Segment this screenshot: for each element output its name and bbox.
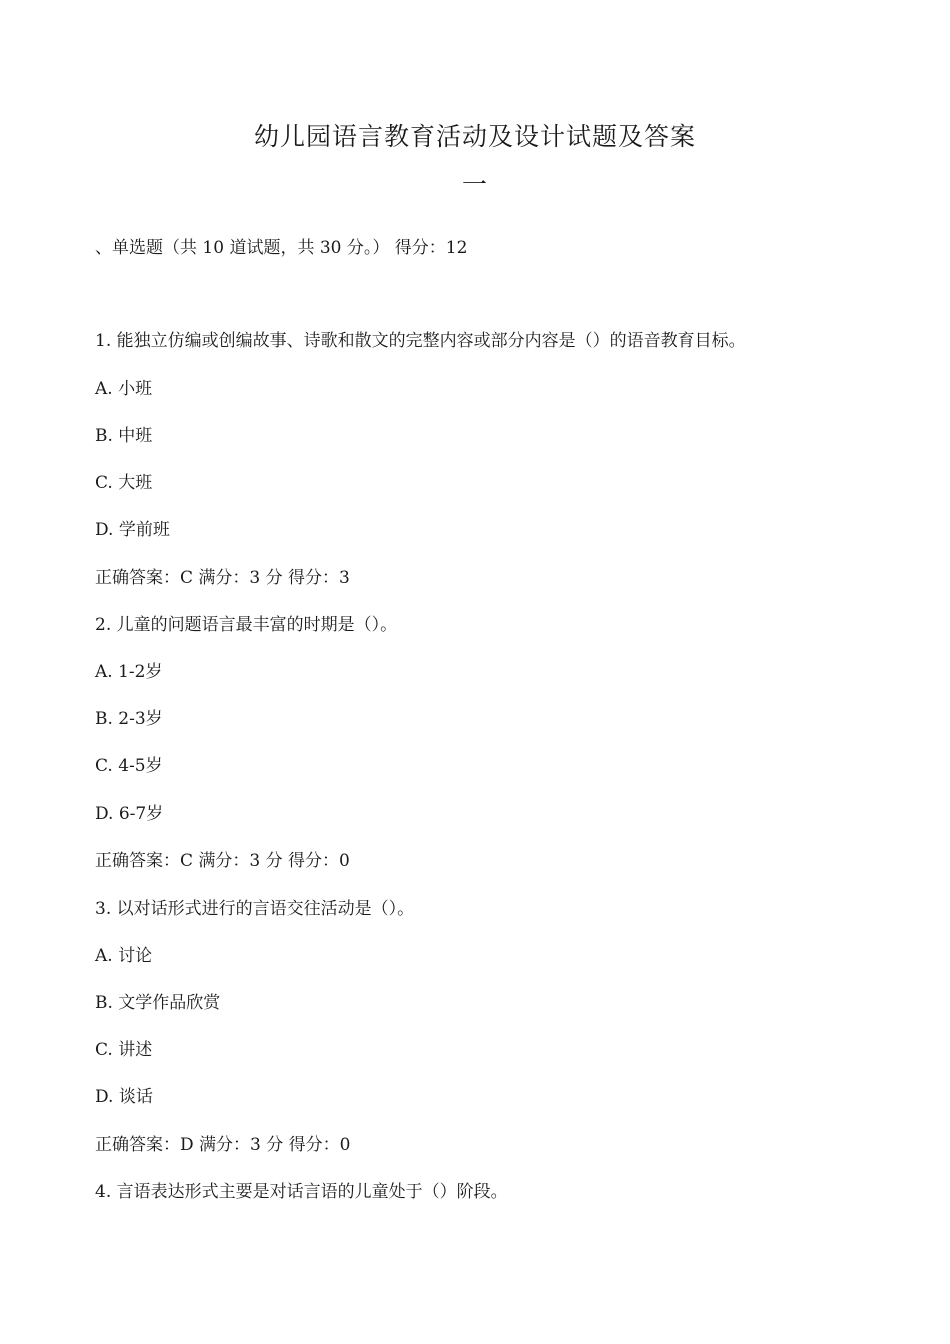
- option-c: C. 4-5岁: [95, 756, 163, 776]
- answer-line: 正确答案：D 满分：3 分 得分：0: [95, 1135, 351, 1155]
- option-a: A. 小班: [95, 379, 153, 399]
- section-header: 、单选题（共 10 道试题，共 30 分。） 得分：12: [95, 238, 468, 258]
- question-stem: 3. 以对话形式进行的言语交往活动是（）。: [95, 899, 415, 919]
- answer-line: 正确答案：C 满分：3 分 得分：0: [95, 851, 350, 871]
- question-stem: 4. 言语表达形式主要是对话言语的儿童处于（）阶段。: [95, 1182, 508, 1202]
- option-d: D. 6-7岁: [95, 804, 164, 824]
- option-c: C. 讲述: [95, 1040, 153, 1060]
- option-d: D. 谈话: [95, 1087, 153, 1107]
- option-a: A. 1-2岁: [95, 662, 163, 682]
- option-b: B. 中班: [95, 426, 153, 446]
- document-title: 幼儿园语言教育活动及设计试题及答案: [253, 122, 696, 151]
- question-stem: 1. 能独立仿编或创编故事、诗歌和散文的完整内容或部分内容是（）的语音教育目标。: [95, 331, 746, 351]
- question-stem: 2. 儿童的问题语言最丰富的时期是（）。: [95, 615, 398, 635]
- answer-line: 正确答案：C 满分：3 分 得分：3: [95, 568, 350, 588]
- option-c: C. 大班: [95, 473, 153, 493]
- option-d: D. 学前班: [95, 520, 170, 540]
- option-b: B. 2-3岁: [95, 709, 163, 729]
- option-b: B. 文学作品欣赏: [95, 993, 221, 1013]
- option-a: A. 讨论: [95, 946, 153, 966]
- document-title-sub: 一: [461, 170, 488, 199]
